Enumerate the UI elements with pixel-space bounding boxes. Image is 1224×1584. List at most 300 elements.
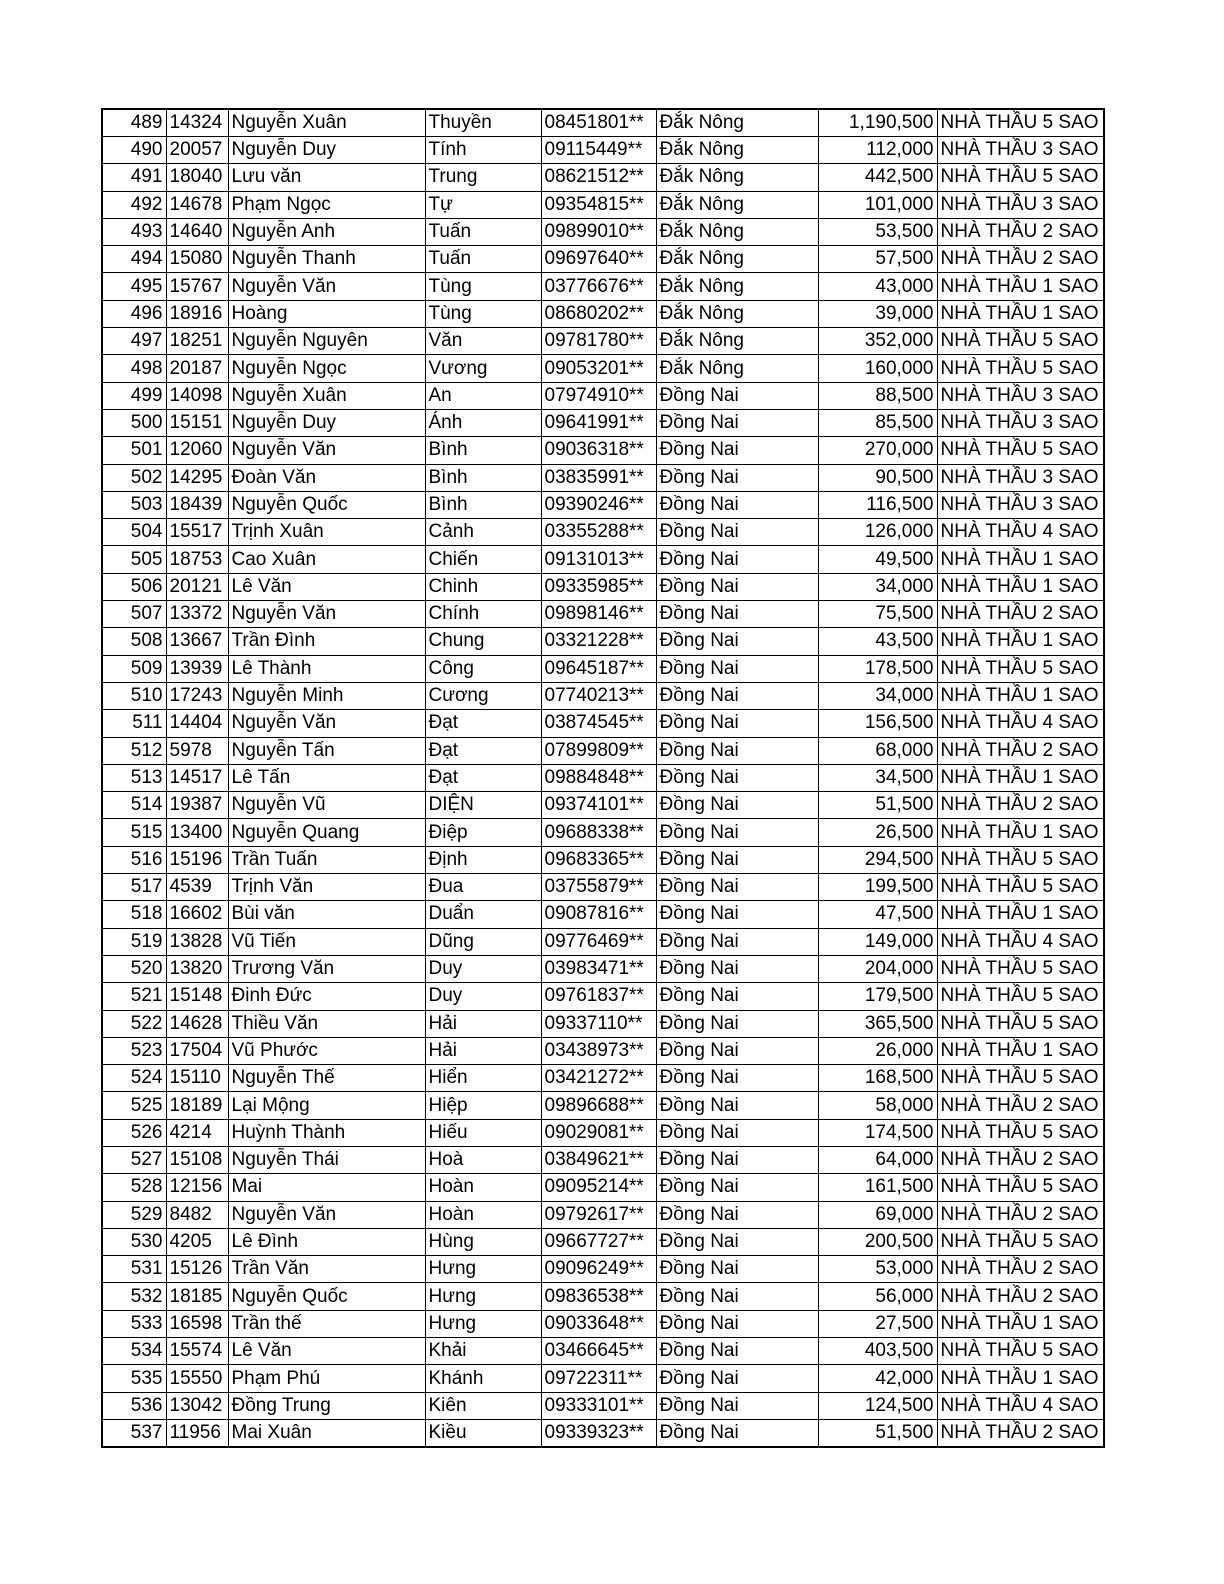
last-name-cell: Đinh Đức bbox=[228, 983, 425, 1010]
stt-cell: 519 bbox=[102, 928, 166, 955]
rank-cell: NHÀ THẦU 5 SAO bbox=[937, 1119, 1104, 1146]
table-row bbox=[102, 1010, 1104, 1037]
phone-cell: 09899010** bbox=[541, 218, 656, 245]
first-name-cell: Duy bbox=[425, 983, 541, 1010]
amount-cell: 149,000 bbox=[818, 928, 937, 955]
stt-cell: 534 bbox=[102, 1338, 166, 1365]
rank-cell: NHÀ THẦU 3 SAO bbox=[937, 382, 1104, 409]
province-cell: Đồng Nai bbox=[656, 1174, 818, 1201]
rank-cell: NHÀ THẦU 2 SAO bbox=[937, 737, 1104, 764]
province-cell: Đắk Nông bbox=[656, 218, 818, 245]
id-cell: 20057 bbox=[166, 137, 228, 164]
last-name-cell: Vũ Tiến bbox=[228, 928, 425, 955]
rank-cell: NHÀ THẦU 2 SAO bbox=[937, 1146, 1104, 1173]
id-cell: 15126 bbox=[166, 1256, 228, 1283]
amount-cell: 112,000 bbox=[818, 137, 937, 164]
phone-cell: 09792617** bbox=[541, 1201, 656, 1228]
last-name-cell: Nguyễn Quốc bbox=[228, 1283, 425, 1310]
table-row bbox=[102, 382, 1104, 409]
rank-cell: NHÀ THẦU 3 SAO bbox=[937, 409, 1104, 436]
id-cell: 15108 bbox=[166, 1146, 228, 1173]
last-name-cell: Nguyễn Quốc bbox=[228, 491, 425, 518]
province-cell: Đồng Nai bbox=[656, 1146, 818, 1173]
stt-cell: 523 bbox=[102, 1037, 166, 1064]
id-cell: 20121 bbox=[166, 573, 228, 600]
id-cell: 18251 bbox=[166, 328, 228, 355]
phone-cell: 09335985** bbox=[541, 573, 656, 600]
first-name-cell: Cảnh bbox=[425, 519, 541, 546]
table-row bbox=[102, 546, 1104, 573]
id-cell: 14404 bbox=[166, 710, 228, 737]
stt-cell: 510 bbox=[102, 682, 166, 709]
rank-cell: NHÀ THẦU 3 SAO bbox=[937, 491, 1104, 518]
id-cell: 17243 bbox=[166, 682, 228, 709]
table-row bbox=[102, 1146, 1104, 1173]
first-name-cell: Tùng bbox=[425, 273, 541, 300]
first-name-cell: Bình bbox=[425, 464, 541, 491]
amount-cell: 101,000 bbox=[818, 191, 937, 218]
first-name-cell: Ánh bbox=[425, 409, 541, 436]
amount-cell: 39,000 bbox=[818, 300, 937, 327]
province-cell: Đồng Nai bbox=[656, 874, 818, 901]
rank-cell: NHÀ THẦU 5 SAO bbox=[937, 846, 1104, 873]
first-name-cell: Hoàn bbox=[425, 1201, 541, 1228]
id-cell: 14640 bbox=[166, 218, 228, 245]
last-name-cell: Nguyễn Tấn bbox=[228, 737, 425, 764]
stt-cell: 508 bbox=[102, 628, 166, 655]
phone-cell: 03835991** bbox=[541, 464, 656, 491]
stt-cell: 501 bbox=[102, 437, 166, 464]
stt-cell: 504 bbox=[102, 519, 166, 546]
province-cell: Đồng Nai bbox=[656, 1119, 818, 1146]
last-name-cell: Nguyễn Thế bbox=[228, 1065, 425, 1092]
table-row bbox=[102, 300, 1104, 327]
amount-cell: 58,000 bbox=[818, 1092, 937, 1119]
phone-cell: 09641991** bbox=[541, 409, 656, 436]
rank-cell: NHÀ THẦU 3 SAO bbox=[937, 137, 1104, 164]
id-cell: 15550 bbox=[166, 1365, 228, 1392]
first-name-cell: Đạt bbox=[425, 737, 541, 764]
stt-cell: 528 bbox=[102, 1174, 166, 1201]
first-name-cell: Tính bbox=[425, 137, 541, 164]
last-name-cell: Lê Đình bbox=[228, 1228, 425, 1255]
amount-cell: 64,000 bbox=[818, 1146, 937, 1173]
stt-cell: 489 bbox=[102, 109, 166, 137]
province-cell: Đắk Nông bbox=[656, 246, 818, 273]
stt-cell: 503 bbox=[102, 491, 166, 518]
id-cell: 12060 bbox=[166, 437, 228, 464]
amount-cell: 179,500 bbox=[818, 983, 937, 1010]
last-name-cell: Nguyễn Văn bbox=[228, 273, 425, 300]
amount-cell: 270,000 bbox=[818, 437, 937, 464]
stt-cell: 512 bbox=[102, 737, 166, 764]
amount-cell: 168,500 bbox=[818, 1065, 937, 1092]
first-name-cell: Văn bbox=[425, 328, 541, 355]
rank-cell: NHÀ THẦU 5 SAO bbox=[937, 955, 1104, 982]
province-cell: Đồng Nai bbox=[656, 764, 818, 791]
rank-cell: NHÀ THẦU 5 SAO bbox=[937, 655, 1104, 682]
province-cell: Đồng Nai bbox=[656, 1092, 818, 1119]
amount-cell: 49,500 bbox=[818, 546, 937, 573]
stt-cell: 537 bbox=[102, 1419, 166, 1447]
id-cell: 14678 bbox=[166, 191, 228, 218]
phone-cell: 03874545** bbox=[541, 710, 656, 737]
table-row bbox=[102, 1283, 1104, 1310]
first-name-cell: Dũng bbox=[425, 928, 541, 955]
phone-cell: 09053201** bbox=[541, 355, 656, 382]
first-name-cell: Hiệp bbox=[425, 1092, 541, 1119]
amount-cell: 27,500 bbox=[818, 1310, 937, 1337]
table-row bbox=[102, 464, 1104, 491]
province-cell: Đồng Nai bbox=[656, 1228, 818, 1255]
table-row bbox=[102, 191, 1104, 218]
province-cell: Đồng Nai bbox=[656, 1065, 818, 1092]
last-name-cell: Lê Thành bbox=[228, 655, 425, 682]
id-cell: 15080 bbox=[166, 246, 228, 273]
amount-cell: 34,500 bbox=[818, 764, 937, 791]
last-name-cell: Nguyễn Văn bbox=[228, 601, 425, 628]
province-cell: Đồng Nai bbox=[656, 491, 818, 518]
phone-cell: 03355288** bbox=[541, 519, 656, 546]
rank-cell: NHÀ THẦU 5 SAO bbox=[937, 1338, 1104, 1365]
table-row bbox=[102, 601, 1104, 628]
phone-cell: 09697640** bbox=[541, 246, 656, 273]
rank-cell: NHÀ THẦU 1 SAO bbox=[937, 764, 1104, 791]
amount-cell: 160,000 bbox=[818, 355, 937, 382]
stt-cell: 490 bbox=[102, 137, 166, 164]
last-name-cell: Thiều Văn bbox=[228, 1010, 425, 1037]
stt-cell: 499 bbox=[102, 382, 166, 409]
phone-cell: 09033648** bbox=[541, 1310, 656, 1337]
first-name-cell: Duy bbox=[425, 955, 541, 982]
last-name-cell: Đồng Trung bbox=[228, 1392, 425, 1419]
table-row bbox=[102, 682, 1104, 709]
phone-cell: 07740213** bbox=[541, 682, 656, 709]
amount-cell: 200,500 bbox=[818, 1228, 937, 1255]
first-name-cell: Công bbox=[425, 655, 541, 682]
id-cell: 20187 bbox=[166, 355, 228, 382]
province-cell: Đồng Nai bbox=[656, 682, 818, 709]
last-name-cell: Nguyễn Xuân bbox=[228, 109, 425, 137]
stt-cell: 513 bbox=[102, 764, 166, 791]
last-name-cell: Đoàn Văn bbox=[228, 464, 425, 491]
last-name-cell: Trịnh Văn bbox=[228, 874, 425, 901]
stt-cell: 515 bbox=[102, 819, 166, 846]
province-cell: Đắk Nông bbox=[656, 355, 818, 382]
rank-cell: NHÀ THẦU 5 SAO bbox=[937, 437, 1104, 464]
first-name-cell: Bình bbox=[425, 437, 541, 464]
first-name-cell: Duẩn bbox=[425, 901, 541, 928]
first-name-cell: Đua bbox=[425, 874, 541, 901]
rank-cell: NHÀ THẦU 4 SAO bbox=[937, 519, 1104, 546]
last-name-cell: Phạm Ngọc bbox=[228, 191, 425, 218]
amount-cell: 56,000 bbox=[818, 1283, 937, 1310]
rank-cell: NHÀ THẦU 2 SAO bbox=[937, 1201, 1104, 1228]
table-row bbox=[102, 1201, 1104, 1228]
phone-cell: 07974910** bbox=[541, 382, 656, 409]
province-cell: Đắk Nông bbox=[656, 273, 818, 300]
last-name-cell: Nguyễn Xuân bbox=[228, 382, 425, 409]
first-name-cell: Hưng bbox=[425, 1310, 541, 1337]
rank-cell: NHÀ THẦU 1 SAO bbox=[937, 1365, 1104, 1392]
table-row bbox=[102, 573, 1104, 600]
last-name-cell: Mai Xuân bbox=[228, 1419, 425, 1447]
stt-cell: 506 bbox=[102, 573, 166, 600]
stt-cell: 491 bbox=[102, 164, 166, 191]
province-cell: Đồng Nai bbox=[656, 1419, 818, 1447]
rank-cell: NHÀ THẦU 1 SAO bbox=[937, 300, 1104, 327]
table-row bbox=[102, 1119, 1104, 1146]
id-cell: 18040 bbox=[166, 164, 228, 191]
first-name-cell: Thuyền bbox=[425, 109, 541, 137]
first-name-cell: Tuấn bbox=[425, 246, 541, 273]
province-cell: Đồng Nai bbox=[656, 382, 818, 409]
amount-cell: 199,500 bbox=[818, 874, 937, 901]
province-cell: Đồng Nai bbox=[656, 601, 818, 628]
phone-cell: 09781780** bbox=[541, 328, 656, 355]
stt-cell: 494 bbox=[102, 246, 166, 273]
id-cell: 8482 bbox=[166, 1201, 228, 1228]
stt-cell: 492 bbox=[102, 191, 166, 218]
province-cell: Đắk Nông bbox=[656, 300, 818, 327]
amount-cell: 85,500 bbox=[818, 409, 937, 436]
amount-cell: 68,000 bbox=[818, 737, 937, 764]
province-cell: Đồng Nai bbox=[656, 1037, 818, 1064]
last-name-cell: Trịnh Xuân bbox=[228, 519, 425, 546]
amount-cell: 75,500 bbox=[818, 601, 937, 628]
id-cell: 11956 bbox=[166, 1419, 228, 1447]
phone-cell: 08621512** bbox=[541, 164, 656, 191]
rank-cell: NHÀ THẦU 2 SAO bbox=[937, 601, 1104, 628]
amount-cell: 116,500 bbox=[818, 491, 937, 518]
first-name-cell: DIỆN bbox=[425, 792, 541, 819]
amount-cell: 69,000 bbox=[818, 1201, 937, 1228]
stt-cell: 502 bbox=[102, 464, 166, 491]
rank-cell: NHÀ THẦU 1 SAO bbox=[937, 1310, 1104, 1337]
stt-cell: 524 bbox=[102, 1065, 166, 1092]
table-row bbox=[102, 109, 1104, 137]
province-cell: Đồng Nai bbox=[656, 710, 818, 737]
table-row bbox=[102, 819, 1104, 846]
province-cell: Đắk Nông bbox=[656, 109, 818, 137]
phone-cell: 09722311** bbox=[541, 1365, 656, 1392]
last-name-cell: Trần Tuấn bbox=[228, 846, 425, 873]
last-name-cell: Phạm Phú bbox=[228, 1365, 425, 1392]
province-cell: Đắk Nông bbox=[656, 328, 818, 355]
rank-cell: NHÀ THẦU 5 SAO bbox=[937, 1010, 1104, 1037]
first-name-cell: Chinh bbox=[425, 573, 541, 600]
province-cell: Đồng Nai bbox=[656, 655, 818, 682]
phone-cell: 09374101** bbox=[541, 792, 656, 819]
table-row bbox=[102, 246, 1104, 273]
rank-cell: NHÀ THẦU 4 SAO bbox=[937, 710, 1104, 737]
province-cell: Đắk Nông bbox=[656, 164, 818, 191]
last-name-cell: Nguyễn Duy bbox=[228, 409, 425, 436]
rank-cell: NHÀ THẦU 5 SAO bbox=[937, 328, 1104, 355]
id-cell: 19387 bbox=[166, 792, 228, 819]
table-row bbox=[102, 1392, 1104, 1419]
table-row bbox=[102, 1174, 1104, 1201]
id-cell: 5978 bbox=[166, 737, 228, 764]
id-cell: 14517 bbox=[166, 764, 228, 791]
stt-cell: 505 bbox=[102, 546, 166, 573]
last-name-cell: Nguyễn Văn bbox=[228, 1201, 425, 1228]
phone-cell: 09761837** bbox=[541, 983, 656, 1010]
last-name-cell: Vũ Phước bbox=[228, 1037, 425, 1064]
amount-cell: 126,000 bbox=[818, 519, 937, 546]
rank-cell: NHÀ THẦU 1 SAO bbox=[937, 819, 1104, 846]
phone-cell: 09896688** bbox=[541, 1092, 656, 1119]
first-name-cell: Bình bbox=[425, 491, 541, 518]
table-row bbox=[102, 792, 1104, 819]
rank-cell: NHÀ THẦU 5 SAO bbox=[937, 109, 1104, 137]
first-name-cell: Hiếu bbox=[425, 1119, 541, 1146]
stt-cell: 536 bbox=[102, 1392, 166, 1419]
amount-cell: 1,190,500 bbox=[818, 109, 937, 137]
last-name-cell: Huỳnh Thành bbox=[228, 1119, 425, 1146]
province-cell: Đồng Nai bbox=[656, 1365, 818, 1392]
table-row bbox=[102, 846, 1104, 873]
first-name-cell: Tùng bbox=[425, 300, 541, 327]
table-row bbox=[102, 655, 1104, 682]
id-cell: 14628 bbox=[166, 1010, 228, 1037]
id-cell: 18185 bbox=[166, 1283, 228, 1310]
rank-cell: NHÀ THẦU 2 SAO bbox=[937, 1092, 1104, 1119]
amount-cell: 42,000 bbox=[818, 1365, 937, 1392]
rank-cell: NHÀ THẦU 5 SAO bbox=[937, 983, 1104, 1010]
last-name-cell: Lê Tấn bbox=[228, 764, 425, 791]
table-row bbox=[102, 1228, 1104, 1255]
amount-cell: 26,500 bbox=[818, 819, 937, 846]
id-cell: 18753 bbox=[166, 546, 228, 573]
id-cell: 13828 bbox=[166, 928, 228, 955]
last-name-cell: Bùi văn bbox=[228, 901, 425, 928]
amount-cell: 294,500 bbox=[818, 846, 937, 873]
province-cell: Đồng Nai bbox=[656, 1010, 818, 1037]
phone-cell: 09776469** bbox=[541, 928, 656, 955]
rank-cell: NHÀ THẦU 1 SAO bbox=[937, 573, 1104, 600]
last-name-cell: Nguyễn Thái bbox=[228, 1146, 425, 1173]
table-row bbox=[102, 955, 1104, 982]
rank-cell: NHÀ THẦU 2 SAO bbox=[937, 1419, 1104, 1447]
phone-cell: 09096249** bbox=[541, 1256, 656, 1283]
contractor-table bbox=[101, 108, 1105, 1448]
province-cell: Đồng Nai bbox=[656, 437, 818, 464]
province-cell: Đồng Nai bbox=[656, 846, 818, 873]
last-name-cell: Lưu văn bbox=[228, 164, 425, 191]
first-name-cell: Điệp bbox=[425, 819, 541, 846]
phone-cell: 09337110** bbox=[541, 1010, 656, 1037]
id-cell: 16602 bbox=[166, 901, 228, 928]
phone-cell: 03849621** bbox=[541, 1146, 656, 1173]
table-row bbox=[102, 1365, 1104, 1392]
amount-cell: 124,500 bbox=[818, 1392, 937, 1419]
phone-cell: 09390246** bbox=[541, 491, 656, 518]
first-name-cell: Chiến bbox=[425, 546, 541, 573]
first-name-cell: Hoàn bbox=[425, 1174, 541, 1201]
last-name-cell: Nguyễn Văn bbox=[228, 437, 425, 464]
first-name-cell: Đạt bbox=[425, 764, 541, 791]
stt-cell: 535 bbox=[102, 1365, 166, 1392]
stt-cell: 531 bbox=[102, 1256, 166, 1283]
phone-cell: 09645187** bbox=[541, 655, 656, 682]
stt-cell: 532 bbox=[102, 1283, 166, 1310]
province-cell: Đồng Nai bbox=[656, 819, 818, 846]
first-name-cell: Khánh bbox=[425, 1365, 541, 1392]
amount-cell: 90,500 bbox=[818, 464, 937, 491]
id-cell: 4214 bbox=[166, 1119, 228, 1146]
stt-cell: 525 bbox=[102, 1092, 166, 1119]
phone-cell: 08680202** bbox=[541, 300, 656, 327]
table-row bbox=[102, 328, 1104, 355]
last-name-cell: Nguyễn Ngọc bbox=[228, 355, 425, 382]
last-name-cell: Nguyễn Vũ bbox=[228, 792, 425, 819]
last-name-cell: Lại Mộng bbox=[228, 1092, 425, 1119]
last-name-cell: Trần thế bbox=[228, 1310, 425, 1337]
phone-cell: 09683365** bbox=[541, 846, 656, 873]
amount-cell: 43,000 bbox=[818, 273, 937, 300]
last-name-cell: Nguyễn Quang bbox=[228, 819, 425, 846]
amount-cell: 161,500 bbox=[818, 1174, 937, 1201]
phone-cell: 07899809** bbox=[541, 737, 656, 764]
id-cell: 13400 bbox=[166, 819, 228, 846]
phone-cell: 09354815** bbox=[541, 191, 656, 218]
rank-cell: NHÀ THẦU 1 SAO bbox=[937, 901, 1104, 928]
rank-cell: NHÀ THẦU 3 SAO bbox=[937, 464, 1104, 491]
table-row bbox=[102, 137, 1104, 164]
rank-cell: NHÀ THẦU 5 SAO bbox=[937, 1228, 1104, 1255]
id-cell: 16598 bbox=[166, 1310, 228, 1337]
first-name-cell: Trung bbox=[425, 164, 541, 191]
id-cell: 18189 bbox=[166, 1092, 228, 1119]
last-name-cell: Trương Văn bbox=[228, 955, 425, 982]
amount-cell: 51,500 bbox=[818, 792, 937, 819]
phone-cell: 03983471** bbox=[541, 955, 656, 982]
stt-cell: 517 bbox=[102, 874, 166, 901]
table-row bbox=[102, 901, 1104, 928]
stt-cell: 516 bbox=[102, 846, 166, 873]
amount-cell: 53,000 bbox=[818, 1256, 937, 1283]
id-cell: 12156 bbox=[166, 1174, 228, 1201]
table-row bbox=[102, 628, 1104, 655]
rank-cell: NHÀ THẦU 5 SAO bbox=[937, 355, 1104, 382]
table-row bbox=[102, 928, 1104, 955]
phone-cell: 08451801** bbox=[541, 109, 656, 137]
province-cell: Đồng Nai bbox=[656, 955, 818, 982]
province-cell: Đồng Nai bbox=[656, 1310, 818, 1337]
first-name-cell: Chính bbox=[425, 601, 541, 628]
first-name-cell: Cương bbox=[425, 682, 541, 709]
rank-cell: NHÀ THẦU 5 SAO bbox=[937, 874, 1104, 901]
first-name-cell: Đạt bbox=[425, 710, 541, 737]
rank-cell: NHÀ THẦU 1 SAO bbox=[937, 546, 1104, 573]
table-row bbox=[102, 1065, 1104, 1092]
id-cell: 13939 bbox=[166, 655, 228, 682]
stt-cell: 497 bbox=[102, 328, 166, 355]
id-cell: 18916 bbox=[166, 300, 228, 327]
phone-cell: 09115449** bbox=[541, 137, 656, 164]
id-cell: 15196 bbox=[166, 846, 228, 873]
first-name-cell: Vương bbox=[425, 355, 541, 382]
table-row bbox=[102, 1092, 1104, 1119]
phone-cell: 03321228** bbox=[541, 628, 656, 655]
phone-cell: 09836538** bbox=[541, 1283, 656, 1310]
stt-cell: 527 bbox=[102, 1146, 166, 1173]
phone-cell: 09087816** bbox=[541, 901, 656, 928]
phone-cell: 09131013** bbox=[541, 546, 656, 573]
phone-cell: 09339323** bbox=[541, 1419, 656, 1447]
last-name-cell: Nguyễn Thanh bbox=[228, 246, 425, 273]
